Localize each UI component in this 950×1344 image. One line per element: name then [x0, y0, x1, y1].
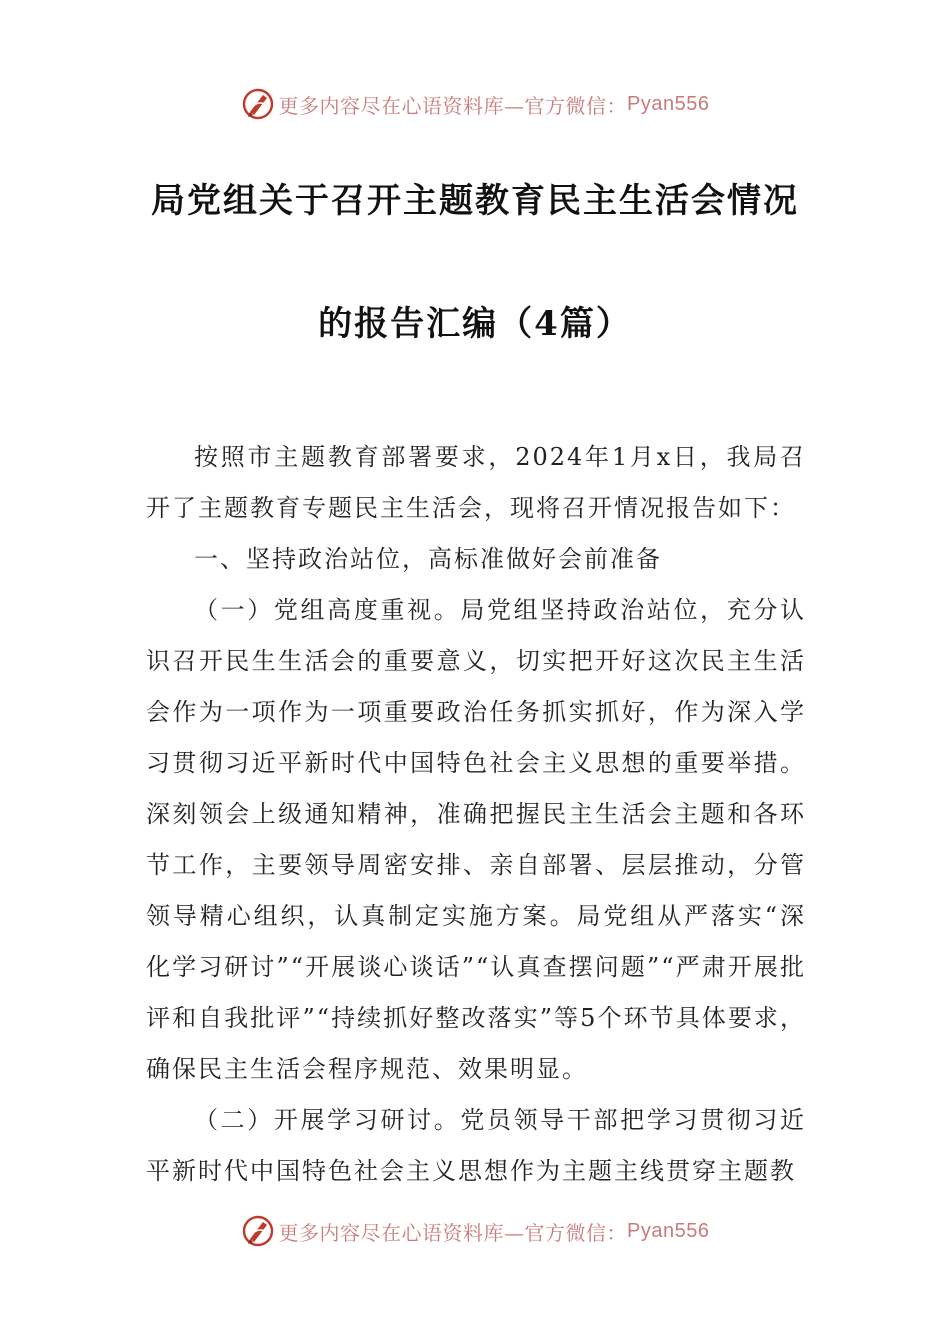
- watermark-text: 更多内容尽在心语资料库—官方微信：: [278, 93, 628, 118]
- document-title-line-2: 的报告汇编（4篇）: [318, 304, 632, 344]
- watermark-wechat-id: Pyan556: [627, 1219, 710, 1242]
- paragraph-study-discussion: （二）开展学习研讨。党员领导干部把学习贯彻习近平新时代中国特色社会主义思想作为主题主线贯穿主题教: [146, 1106, 806, 1185]
- pen-logo-icon: [241, 1214, 275, 1248]
- section-heading-1: 一、坚持政治站位，高标准做好会前准备: [194, 545, 662, 573]
- pen-logo-icon: [241, 87, 275, 121]
- document-title-line-1: 局党组关于召开主题教育民主生活会情况: [151, 181, 799, 221]
- watermark-header: [0, 84, 950, 124]
- document-body: [146, 432, 806, 1197]
- watermark-footer: [0, 1211, 950, 1251]
- watermark-wechat-id: Pyan556: [627, 92, 710, 115]
- watermark-text: 更多内容尽在心语资料库—官方微信：: [278, 1220, 628, 1245]
- paragraph-party-attention: （一）党组高度重视。局党组坚持政治站位，充分认识召开民生生活会的重要意义，切实把开好这次民主生活会作为一项作为一项重要政治任务抓实抓好，作为深入学习贯彻习近平新时代中国特色社会主义思想的重要举措。深刻领会上级通知精神，准确把握民主生活会主题和各环节工作，主要领导周密安排、亲自部署、层层推动，分管领导精心组织，认真制定实施方案。局党组从严落实“深化学习研讨”“开展谈心谈话”“认真查摆问题”“严肃开展批评和自我批评”“持续抓好整改落实”等5个环节具体要求，确保民主生活会程序规范、效果明显。: [146, 596, 806, 1083]
- paragraph-intro: 按照市主题教育部署要求，2024年1月x日，我局召开了主题教育专题民主生活会，现将召开情况报告如下：: [146, 443, 806, 522]
